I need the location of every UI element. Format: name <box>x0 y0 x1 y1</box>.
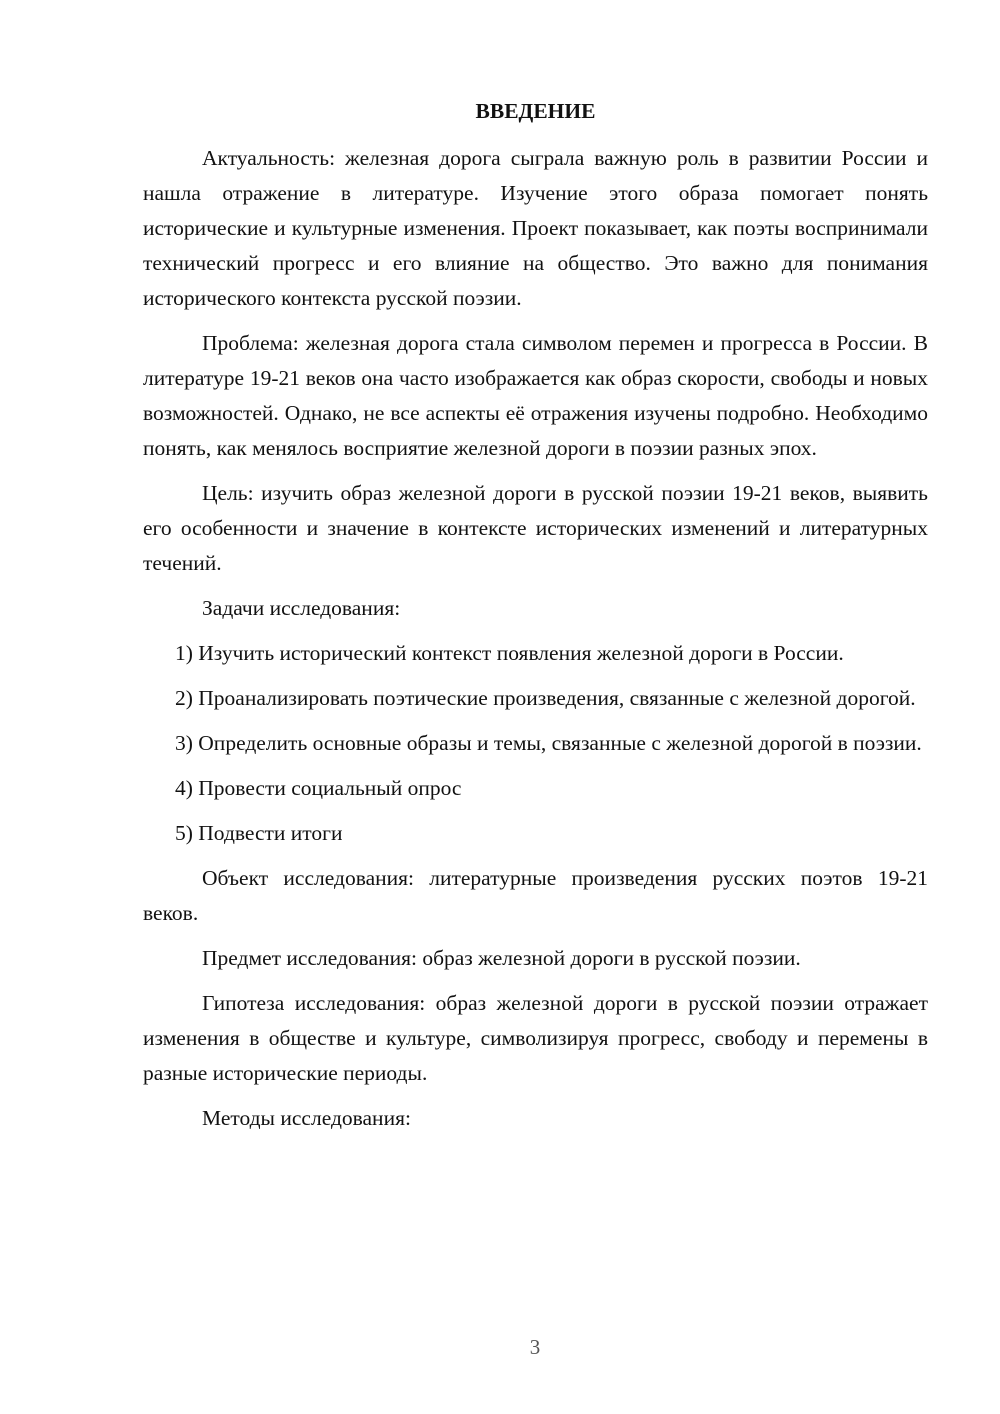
paragraph-relevance: Актуальность: железная дорога сыграла важную роль в развитии России и нашла отражение в литературе. Изучение этого образа помогает понять исторические и культурные изменения. Проект показывает, как поэты воспринимали технический прогресс и его влияние на общество. Это важно для понимания исторического контекста русской поэзии. <box>143 146 928 310</box>
paragraph-object: Объект исследования: литературные произведения русских поэтов 19-21 веков. <box>143 866 928 925</box>
task-item-5: 5) Подвести итоги <box>175 821 343 845</box>
task-item-4: 4) Провести социальный опрос <box>175 776 462 800</box>
paragraph-subject: Предмет исследования: образ железной дороги в русской поэзии. <box>202 946 801 970</box>
paragraph-problem: Проблема: железная дорога стала символом перемен и прогресса в России. В литературе 19-21 веков она часто изображается как образ скорости, свободы и новых возможностей. Однако, не все аспекты её отражения изучены подробно. Необходимо понять, как менялось восприятие железной дороги в поэзии разных эпох. <box>143 331 928 460</box>
task-item-1: 1) Изучить исторический контекст появления железной дороги в России. <box>175 641 844 665</box>
document-body <box>143 94 928 1146</box>
task-item-2: 2) Проанализировать поэтические произведения, связанные с железной дорогой. <box>175 686 916 710</box>
paragraph-hypothesis: Гипотеза исследования: образ железной дороги в русской поэзии отражает изменения в обществе и культуре, символизируя прогресс, свободу и перемены в разные исторические периоды. <box>143 991 928 1085</box>
methods-title: Методы исследования: <box>202 1106 411 1130</box>
page-title: ВВЕДЕНИЕ <box>475 99 596 123</box>
page-number: 3 <box>529 1335 541 1359</box>
paragraph-goal: Цель: изучить образ железной дороги в русской поэзии 19-21 веков, выявить его особенности и значение в контексте исторических изменений и литературных течений. <box>143 481 928 575</box>
task-item-3: 3) Определить основные образы и темы, связанные с железной дорогой в поэзии. <box>175 731 922 755</box>
tasks-title: Задачи исследования: <box>202 596 401 620</box>
